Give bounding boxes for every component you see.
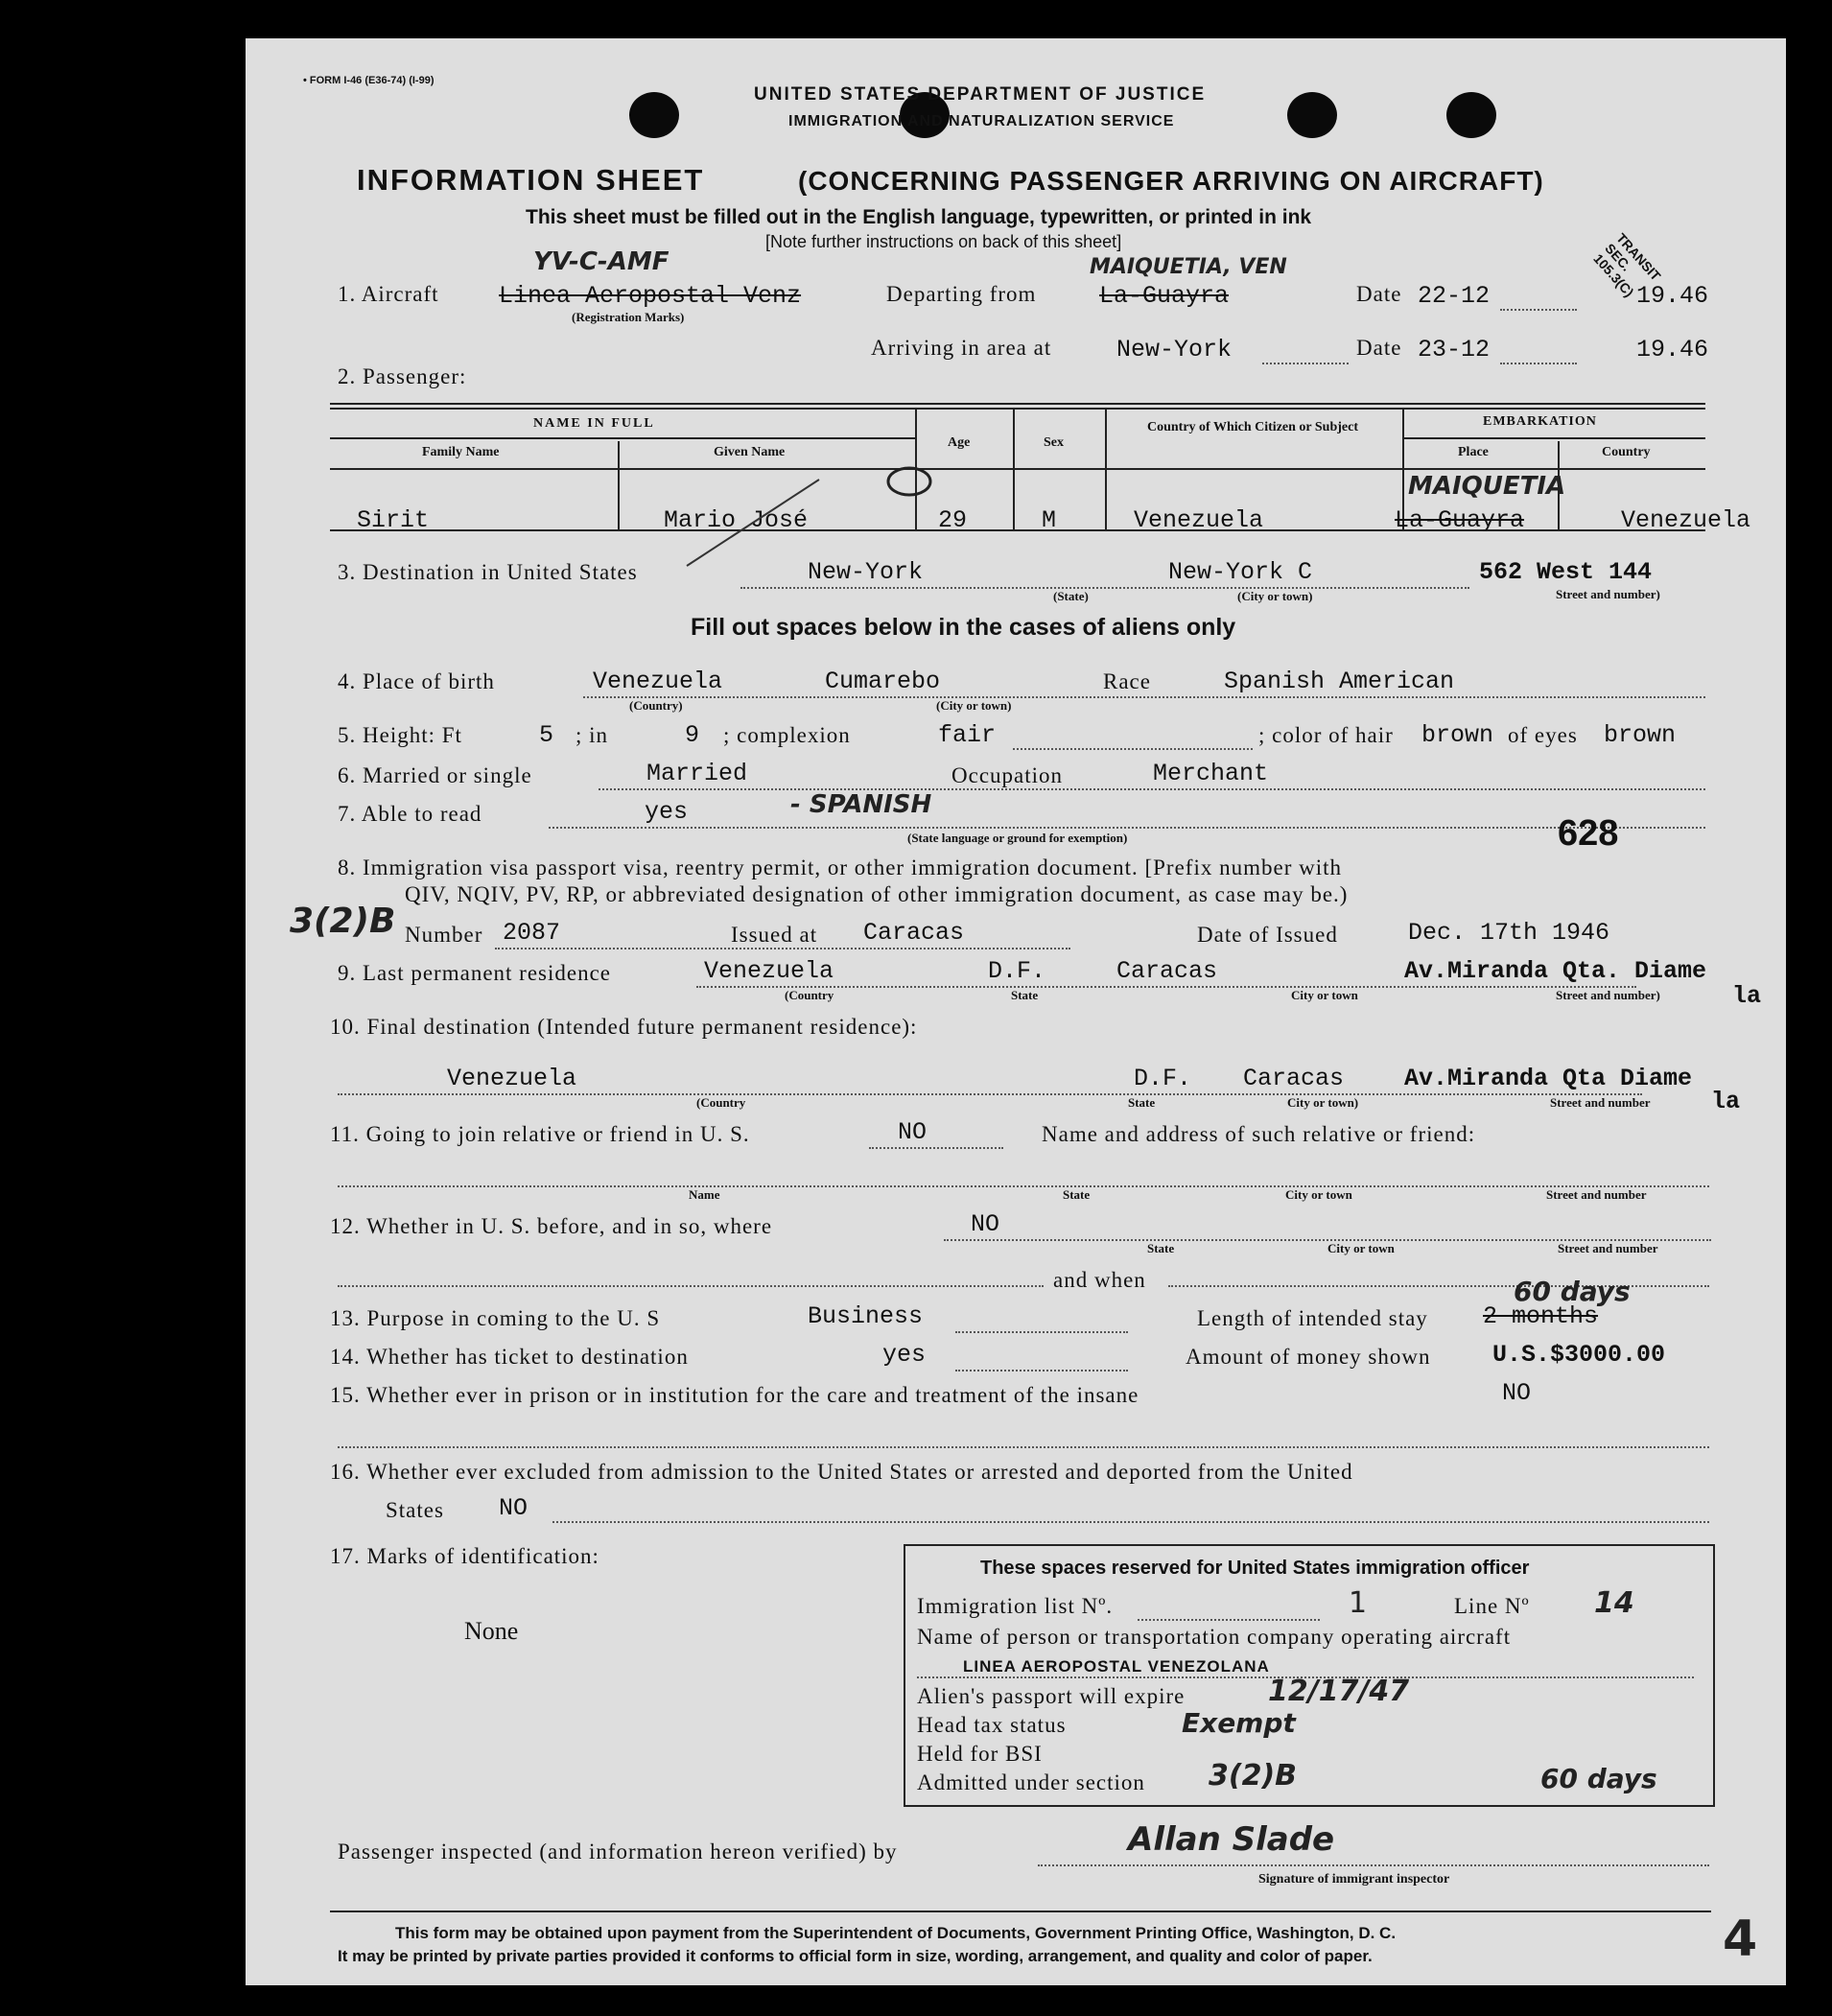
complexion-label: ; complexion [723, 723, 851, 747]
join-relative-value: NO [898, 1118, 928, 1146]
age-value: 29 [938, 506, 968, 534]
page-mark: 4 [1723, 1911, 1758, 1968]
read-handwritten: - SPANISH [790, 790, 932, 819]
final-street: Av.Miranda Qta Diame [1404, 1065, 1693, 1092]
marks-value: None [464, 1617, 519, 1645]
passport-expire-value: 12/17/47 [1268, 1675, 1410, 1708]
ticket-value: yes [882, 1341, 927, 1369]
caption-city: (City or town) [1237, 589, 1313, 603]
inspection-label: Passenger inspected (and information hereon verified) by [338, 1840, 898, 1864]
aircraft-handwritten: YV-C-AMF [533, 247, 669, 276]
passenger-label: 2. Passenger: [338, 364, 467, 388]
transit-stamp: TRANSIT SEC. 105.3(C) [1590, 230, 1664, 300]
money-label: Amount of money shown [1186, 1345, 1431, 1369]
eyes-label: of eyes [1508, 723, 1578, 747]
issue-date: Dec. 17th 1946 [1408, 919, 1610, 947]
caption-state: (State) [1053, 589, 1089, 603]
department-name: UNITED STATES DEPARTMENT OF JUSTICE [754, 84, 1207, 105]
caption-final-street: Street and number [1550, 1095, 1651, 1110]
birth-country: Venezuela [593, 668, 723, 695]
height-in-label: ; in [575, 723, 609, 747]
embarkation-place: La-Guayra [1395, 506, 1525, 534]
visa-margin-handwritten: 3(2)B [290, 902, 396, 941]
arriving-label: Arriving in area at [871, 336, 1052, 360]
residence-country: Venezuela [704, 957, 834, 985]
head-tax-label: Head tax status [917, 1713, 1067, 1737]
page-title: INFORMATION SHEET [357, 163, 705, 197]
residence-street-cont: la [1732, 982, 1762, 1010]
visa-text-2: QIV, NQIV, PV, RP, or abbreviated designation of other immigration document, as case may be.) [405, 882, 1349, 906]
join-relative-label: 11. Going to join relative or friend in U. S. [330, 1122, 750, 1146]
marks-label: 17. Marks of identification: [330, 1544, 599, 1568]
signature-caption: Signature of immigrant inspector [1258, 1872, 1450, 1887]
officer-box-heading: These spaces reserved for United States immigration officer [980, 1558, 1530, 1579]
money-value: U.S.$3000.00 [1492, 1341, 1666, 1369]
form-number: • FORM I-46 (E36-74) (I-99) [303, 75, 435, 86]
residence-state: D.F. [988, 957, 1046, 985]
embarkation-handwritten: MAIQUETIA [1408, 472, 1566, 501]
bsi-label: Held for BSI [917, 1742, 1043, 1766]
length-value: 2 months [1483, 1302, 1599, 1330]
punch-hole [629, 92, 679, 138]
operator-label: Name of person or transportation company operating aircraft [917, 1625, 1512, 1649]
caption-final-city: City or town) [1287, 1095, 1359, 1110]
marital-label: 6. Married or single [338, 763, 532, 787]
caption-residence-street: Street and number) [1556, 988, 1660, 1002]
birth-city: Cumarebo [825, 668, 941, 695]
form-sheet [246, 38, 1786, 1985]
relative-name-label: Name and address of such relative or friend: [1042, 1122, 1476, 1146]
occupation-value: Merchant [1153, 760, 1269, 787]
prison-label: 15. Whether ever in prison or in institution for the care and treatment of the insane [330, 1383, 1139, 1407]
col-emb-country: Country [1602, 445, 1651, 459]
col-family-name: Family Name [422, 445, 500, 459]
ticket-label: 14. Whether has ticket to destination [330, 1345, 689, 1369]
caption-relative-city: City or town [1285, 1187, 1352, 1202]
excluded-text-2: States [386, 1498, 444, 1522]
hair-label: ; color of hair [1258, 723, 1394, 747]
caption-birth-city: (City or town) [936, 698, 1012, 713]
list-no-label: Immigration list Nº. [917, 1594, 1114, 1618]
destination-label: 3. Destination in United States [338, 560, 638, 584]
arriving-value: New-York [1116, 336, 1233, 363]
height-in: 9 [685, 721, 700, 749]
eyes-value: brown [1604, 721, 1677, 749]
caption-street: Street and number) [1556, 587, 1660, 601]
col-sex: Sex [1044, 435, 1064, 450]
caption-final-country: (Country [696, 1095, 746, 1110]
embarkation-country: Venezuela [1621, 506, 1751, 534]
aliens-heading: Fill out spaces below in the cases of aliens only [691, 614, 1236, 641]
read-label: 7. Able to read [338, 802, 482, 826]
registration-caption: (Registration Marks) [572, 310, 685, 324]
destination-street: 562 West 144 [1479, 558, 1653, 586]
caption-final-state: State [1128, 1095, 1156, 1110]
caption-before-state: State [1147, 1241, 1175, 1255]
section-value: 3(2)B [1209, 1759, 1298, 1793]
list-no-value: 1 [1349, 1586, 1368, 1620]
instruction-text: This sheet must be filled out in the English language, typewritten, or printed in ink [526, 206, 1312, 228]
footer-line-1: This form may be obtained upon payment from the Superintendent of Documents, Government Printing Office, Washington, D. C. [395, 1924, 1397, 1942]
hair-value: brown [1421, 721, 1494, 749]
arrival-year: 19.46 [1636, 336, 1709, 363]
line-no-value: 14 [1594, 1586, 1634, 1620]
caption-relative-street: Street and number [1546, 1187, 1647, 1202]
caption-relative-name: Name [689, 1187, 720, 1202]
final-state: D.F. [1134, 1065, 1192, 1092]
final-country: Venezuela [447, 1065, 577, 1092]
aircraft-value: Linea Aeropostal Venz [499, 282, 802, 310]
line-no-label: Line Nº [1454, 1594, 1530, 1618]
issued-label: Issued at [731, 923, 818, 947]
destination-city: New-York C [1168, 558, 1313, 586]
col-place: Place [1458, 445, 1489, 459]
departure-date: 22-12 [1418, 282, 1491, 310]
passport-expire-label: Alien's passport will expire [917, 1684, 1186, 1708]
departing-value: La-Guayra [1099, 282, 1230, 310]
us-before-value: NO [971, 1210, 1000, 1238]
section-days: 60 days [1540, 1763, 1657, 1794]
marital-value: Married [646, 760, 748, 787]
race-label: Race [1103, 669, 1151, 693]
head-tax-value: Exempt [1182, 1707, 1296, 1739]
citizen-country: Venezuela [1134, 506, 1264, 534]
given-name: Mario José [664, 506, 809, 534]
read-value: yes [645, 798, 689, 826]
final-destination-label: 10. Final destination (Intended future permanent residence): [330, 1015, 918, 1039]
service-name: IMMIGRATION AND NATURALIZATION SERVICE [788, 113, 1175, 129]
when-label: and when [1053, 1268, 1146, 1292]
caption-relative-state: State [1063, 1187, 1091, 1202]
issue-date-label: Date of Issued [1197, 923, 1338, 947]
birth-label: 4. Place of birth [338, 669, 495, 693]
caption-residence-city: City or town [1291, 988, 1358, 1002]
departing-label: Departing from [886, 282, 1037, 306]
residence-label: 9. Last permanent residence [338, 961, 611, 985]
aircraft-label: 1. Aircraft [338, 282, 439, 306]
length-handwritten: 60 days [1514, 1276, 1631, 1307]
complexion-value: fair [938, 721, 997, 749]
sex-value: M [1042, 506, 1057, 534]
caption-residence-state: State [1011, 988, 1039, 1002]
visa-number-label: Number [405, 923, 483, 947]
purpose-label: 13. Purpose in coming to the U. S [330, 1306, 661, 1330]
inspector-signature: Allan Slade [1128, 1820, 1335, 1859]
departure-year: 19.46 [1636, 282, 1709, 310]
col-embarkation: EMBARKATION [1483, 414, 1597, 429]
footer-line-2: It may be printed by private parties provided it conforms to official form in size, wording, arrangement, and quality and color of paper. [338, 1947, 1373, 1965]
arrival-date-label: Date [1356, 336, 1402, 360]
arrival-date: 23-12 [1418, 336, 1491, 363]
section-label: Admitted under section [917, 1770, 1145, 1794]
page-subtitle: (CONCERNING PASSENGER ARRIVING ON AIRCRAFT) [798, 166, 1544, 196]
final-city: Caracas [1243, 1065, 1345, 1092]
read-caption: (State language or ground for exemption) [907, 831, 1128, 845]
caption-before-city: City or town [1327, 1241, 1395, 1255]
excluded-text-1: 16. Whether ever excluded from admission to the United States or arrested and deported from the United [330, 1460, 1353, 1484]
caption-before-street: Street and number [1558, 1241, 1658, 1255]
race-value: Spanish American [1224, 668, 1455, 695]
residence-street: Av.Miranda Qta. Diame [1404, 957, 1707, 985]
occupation-label: Occupation [951, 763, 1064, 787]
issued-at: Caracas [863, 919, 965, 947]
handwritten-number: 628 [1558, 813, 1619, 854]
excluded-value: NO [499, 1494, 528, 1522]
col-given-name: Given Name [714, 445, 786, 459]
caption-birth-country: (Country) [629, 698, 683, 713]
purpose-value: Business [808, 1302, 924, 1330]
visa-number: 2087 [503, 919, 561, 947]
visa-text-1: 8. Immigration visa passport visa, reentry permit, or other immigration document. [Prefix number with [338, 856, 1342, 879]
col-name-in-full: NAME IN FULL [533, 416, 655, 431]
family-name: Sirit [357, 506, 430, 534]
final-street-cont: la [1711, 1088, 1741, 1115]
operator-stamp: LINEA AEROPOSTAL VENEZOLANA [963, 1657, 1270, 1676]
date-label: Date [1356, 282, 1402, 306]
caption-residence-country: (Country [785, 988, 834, 1002]
note-text: [Note further instructions on back of this sheet] [765, 232, 1122, 251]
destination-state: New-York [808, 558, 924, 586]
prison-value: NO [1502, 1379, 1532, 1407]
col-age: Age [948, 435, 971, 450]
height-ft: 5 [539, 721, 554, 749]
col-country-citizen: Country of Which Citizen or Subject [1147, 420, 1358, 434]
us-before-label: 12. Whether in U. S. before, and in so, where [330, 1214, 773, 1238]
punch-hole [1446, 92, 1496, 138]
punch-hole [1287, 92, 1337, 138]
height-label: 5. Height: Ft [338, 723, 462, 747]
departing-handwritten: MAIQUETIA, VEN [1090, 255, 1287, 279]
length-label: Length of intended stay [1197, 1306, 1428, 1330]
residence-city: Caracas [1116, 957, 1218, 985]
